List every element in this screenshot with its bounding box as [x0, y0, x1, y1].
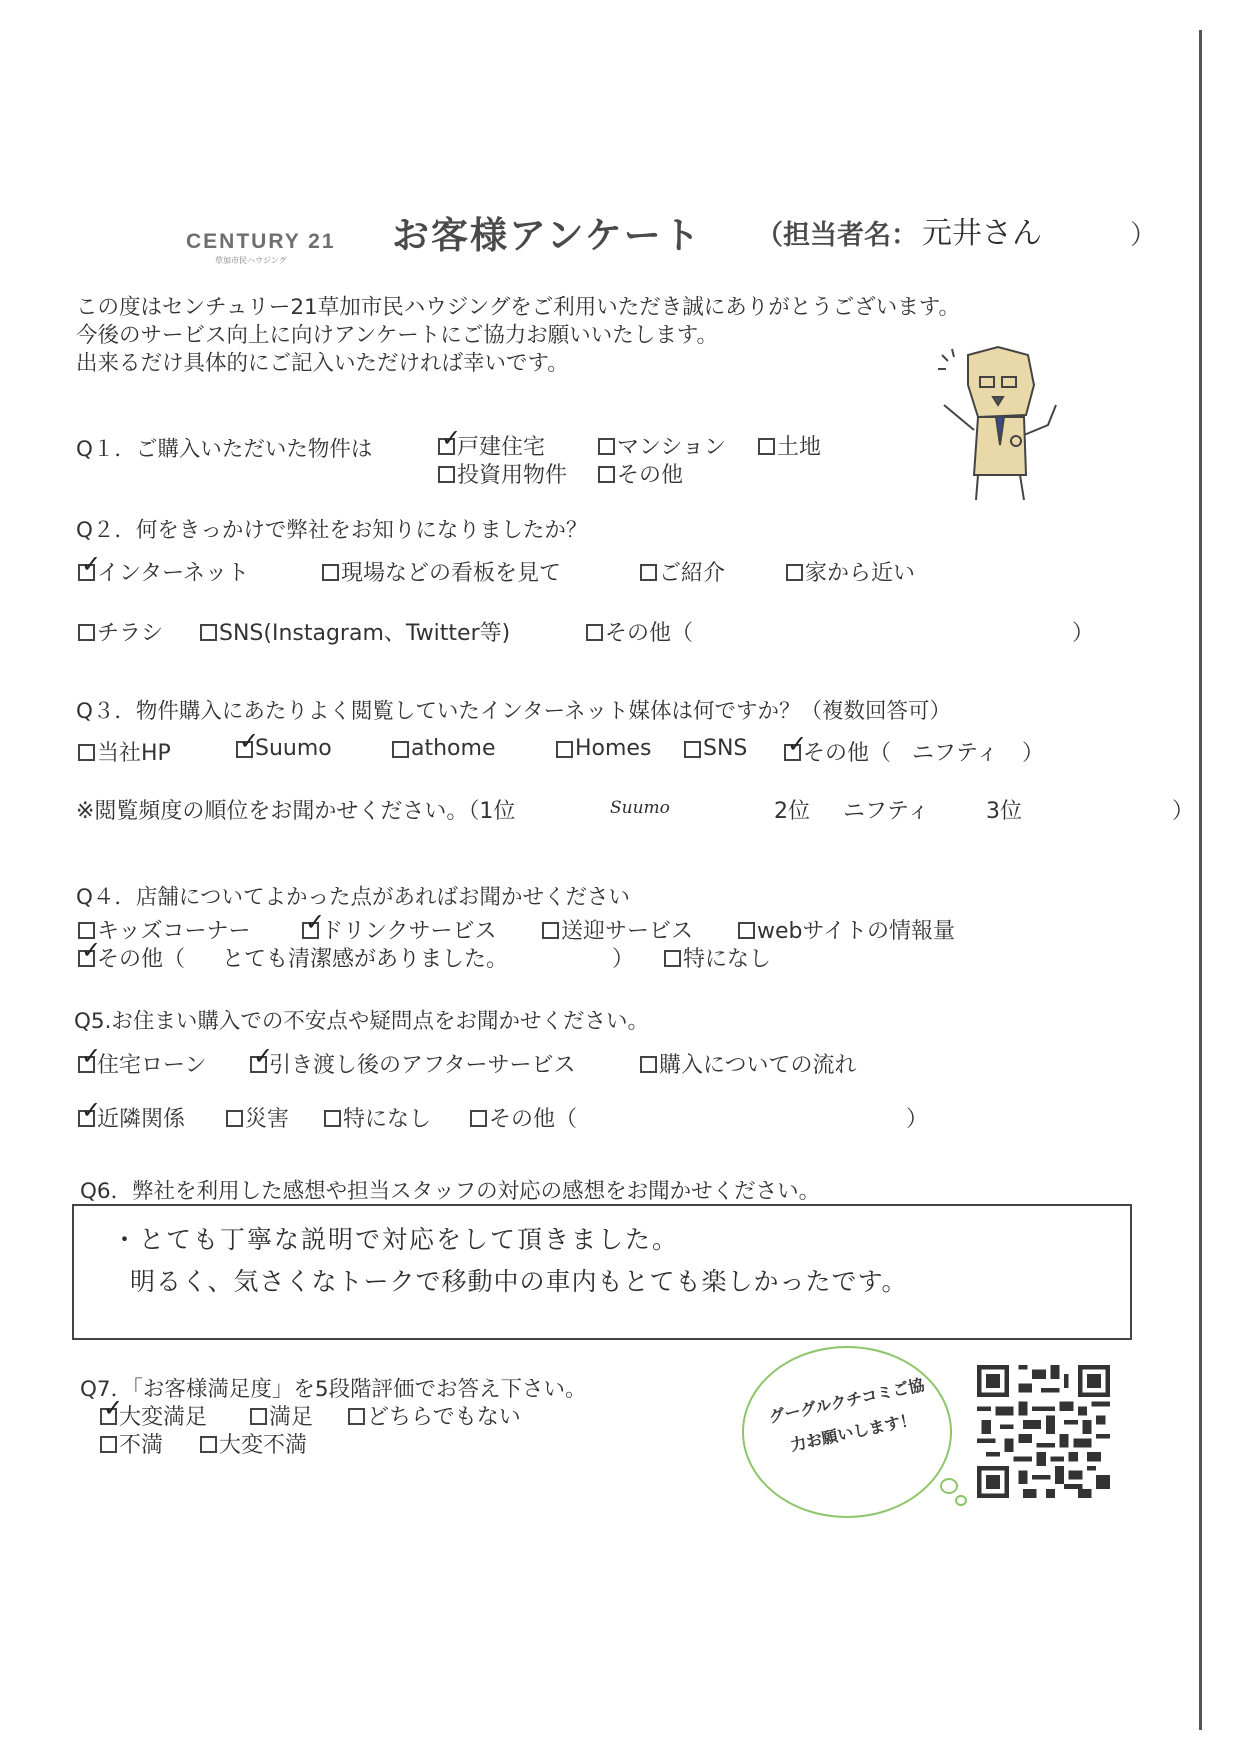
checkbox-icon — [738, 922, 755, 939]
q2-option-other[interactable]: その他（ — [586, 616, 693, 647]
checkbox-checked-icon — [78, 1056, 95, 1073]
q5-option-purchase-flow[interactable]: 購入についての流れ — [640, 1048, 857, 1079]
checkbox-icon — [438, 466, 455, 483]
q4-option-other[interactable]: ✓ その他（ — [78, 942, 185, 973]
checkbox-icon — [226, 1110, 243, 1127]
checkbox-icon — [392, 741, 409, 758]
checkbox-icon — [758, 438, 775, 455]
q2-option-signboard[interactable]: 現場などの看板を見て — [322, 556, 561, 587]
q5-option-disaster[interactable]: 災害 — [226, 1102, 289, 1133]
q4-option-pickup-service[interactable]: 送迎サービス — [542, 914, 693, 945]
checkbox-checked-icon — [78, 1110, 95, 1127]
checkbox-checked-icon — [250, 1056, 267, 1073]
q6-question: Q6．弊社を利用した感想や担当スタッフの対応の感想をお聞かせください。 — [80, 1179, 821, 1204]
q1-option-other[interactable]: その他 — [598, 458, 683, 489]
q3-option-suumo[interactable]: ✓ Suumo — [236, 736, 332, 761]
checkbox-checked-icon — [236, 741, 253, 758]
q1-option-land[interactable]: 土地 — [758, 430, 821, 461]
bubble-tail-dot — [940, 1478, 958, 1494]
qr-code-icon[interactable] — [977, 1365, 1110, 1498]
q4-other-close: ） — [612, 947, 635, 972]
checkbox-icon — [322, 564, 339, 581]
intro-line-1: この度はセンチュリー21草加市民ハウジングをご利用いただき誠にありがとうございます。 — [76, 295, 961, 320]
q7-option-satisfied[interactable]: 満足 — [250, 1400, 313, 1431]
page-title: お客様アンケート — [392, 214, 702, 257]
q4-question: Q４．店舗についてよかった点があればお聞かせください — [76, 885, 630, 910]
q5-option-neighbors[interactable]: ✓ 近隣関係 — [78, 1102, 185, 1133]
checkbox-checked-icon — [784, 744, 801, 761]
staff-name: 元井さん — [922, 216, 1042, 251]
dog-mascot-illustration — [938, 345, 1063, 505]
q4-option-drink-service[interactable]: ✓ ドリンクサービス — [302, 914, 497, 945]
q4-option-website-info[interactable]: webサイトの情報量 — [738, 914, 955, 945]
q5-option-housing-loan[interactable]: ✓ 住宅ローン — [78, 1048, 207, 1079]
q3-other-value: ニフティ — [912, 741, 999, 766]
checkbox-checked-icon — [100, 1408, 117, 1425]
q3-rank2-value: ニフティ — [843, 799, 930, 824]
q4-option-kids-corner[interactable]: キッズコーナー — [78, 914, 251, 945]
checkbox-icon — [200, 624, 217, 641]
checkbox-icon — [598, 466, 615, 483]
q3-other-close: ） — [1022, 741, 1045, 766]
staff-close-paren: ） — [1130, 220, 1157, 251]
q3-rank-label: ※閲覧頻度の順位をお聞かせください。（1位 — [76, 799, 516, 824]
q3-option-other[interactable]: ✓ その他（ — [784, 736, 891, 767]
q7-option-very-dissatisfied[interactable]: 大変不満 — [200, 1428, 307, 1459]
checkbox-icon — [556, 741, 573, 758]
intro-line-3: 出来るだけ具体的にご記入いただければ幸いです。 — [76, 351, 569, 376]
checkbox-checked-icon — [78, 950, 95, 967]
q4-option-nothing[interactable]: 特になし — [664, 942, 771, 973]
q7-option-neutral[interactable]: どちらでもない — [348, 1400, 521, 1431]
company-logo: CENTURY 21 — [186, 230, 336, 253]
q5-option-nothing[interactable]: 特になし — [324, 1102, 431, 1133]
checkbox-icon — [470, 1110, 487, 1127]
checkbox-icon — [640, 564, 657, 581]
bubble-tail-dot — [955, 1495, 967, 1506]
checkbox-icon — [78, 624, 95, 641]
review-request-text: グーグルクチコミご協力お願いします！ — [767, 1375, 927, 1455]
q1-option-investment[interactable]: 投資用物件 — [438, 458, 567, 489]
q3-question: Q３．物件購入にあたりよく閲覧していたインターネット媒体は何ですか？（複数回答可） — [76, 699, 951, 724]
q1-option-detached-house[interactable]: ✓ 戸建住宅 — [438, 430, 545, 461]
checkbox-checked-icon — [78, 564, 95, 581]
q3-rank2-label: 2位 — [774, 799, 810, 824]
q4-other-value: とても清潔感がありました。 — [222, 947, 509, 972]
q1-option-mansion[interactable]: マンション — [598, 430, 726, 461]
q5-close-paren: ） — [906, 1107, 929, 1132]
checkbox-icon — [684, 741, 701, 758]
checkbox-icon — [324, 1110, 341, 1127]
checkbox-icon — [348, 1408, 365, 1425]
q3-rank3-label: 3位 — [986, 799, 1022, 824]
checkbox-icon — [250, 1408, 267, 1425]
q6-answer-line-2: 明るく、気さくなトークで移動中の車内もとても楽しかったです。 — [130, 1267, 908, 1296]
checkbox-icon — [542, 922, 559, 939]
q2-option-near-home[interactable]: 家から近い — [786, 556, 915, 587]
q5-question: Q5.お住まい購入での不安点や疑問点をお聞かせください。 — [74, 1009, 649, 1034]
checkbox-icon — [100, 1436, 117, 1453]
q3-rank-close: ） — [1172, 799, 1195, 824]
checkbox-icon — [786, 564, 803, 581]
q5-option-other[interactable]: その他（ — [470, 1102, 577, 1133]
q5-option-after-service[interactable]: ✓ 引き渡し後のアフターサービス — [250, 1048, 575, 1079]
q2-question: Q２．何をきっかけで弊社をお知りになりましたか？ — [76, 518, 588, 543]
staff-label: （担当者名： — [756, 220, 918, 251]
q3-option-athome[interactable]: athome — [392, 736, 495, 761]
q6-answer-line-1: ・とても丁寧な説明で対応をして頂きました。 — [112, 1225, 680, 1254]
company-logo-subtitle: 草加市民ハウジング — [215, 256, 287, 265]
q1-question: Q１．ご購入いただいた物件は — [76, 437, 373, 462]
q2-option-sns[interactable]: SNS(Instagram、Twitter等) — [200, 616, 510, 647]
page-edge-rule — [1199, 30, 1202, 1730]
q3-option-company-hp[interactable]: 当社HP — [78, 736, 171, 767]
q2-option-internet[interactable]: ✓ インターネット — [78, 556, 249, 587]
checkbox-checked-icon — [302, 922, 319, 939]
q2-option-referral[interactable]: ご紹介 — [640, 556, 725, 587]
checkbox-icon — [78, 744, 95, 761]
q3-option-homes[interactable]: Homes — [556, 736, 651, 761]
checkbox-icon — [586, 624, 603, 641]
q7-option-dissatisfied[interactable]: 不満 — [100, 1428, 163, 1459]
q3-rank1-value: Suumo — [610, 798, 670, 818]
checkbox-icon — [664, 950, 681, 967]
q3-option-sns[interactable]: SNS — [684, 736, 747, 761]
q2-option-flyer[interactable]: チラシ — [78, 616, 163, 647]
checkbox-icon — [598, 438, 615, 455]
checkbox-icon — [200, 1436, 217, 1453]
q7-option-very-satisfied[interactable]: ✓ 大変満足 — [100, 1400, 207, 1431]
checkbox-icon — [640, 1056, 657, 1073]
q2-close-paren: ） — [1072, 621, 1095, 646]
checkbox-checked-icon — [438, 438, 455, 455]
intro-line-2: 今後のサービス向上に向けアンケートにご協力お願いいたします。 — [76, 323, 718, 348]
q7-question: Q7．「お客様満足度」を5段階評価でお答え下さい。 — [80, 1377, 587, 1402]
